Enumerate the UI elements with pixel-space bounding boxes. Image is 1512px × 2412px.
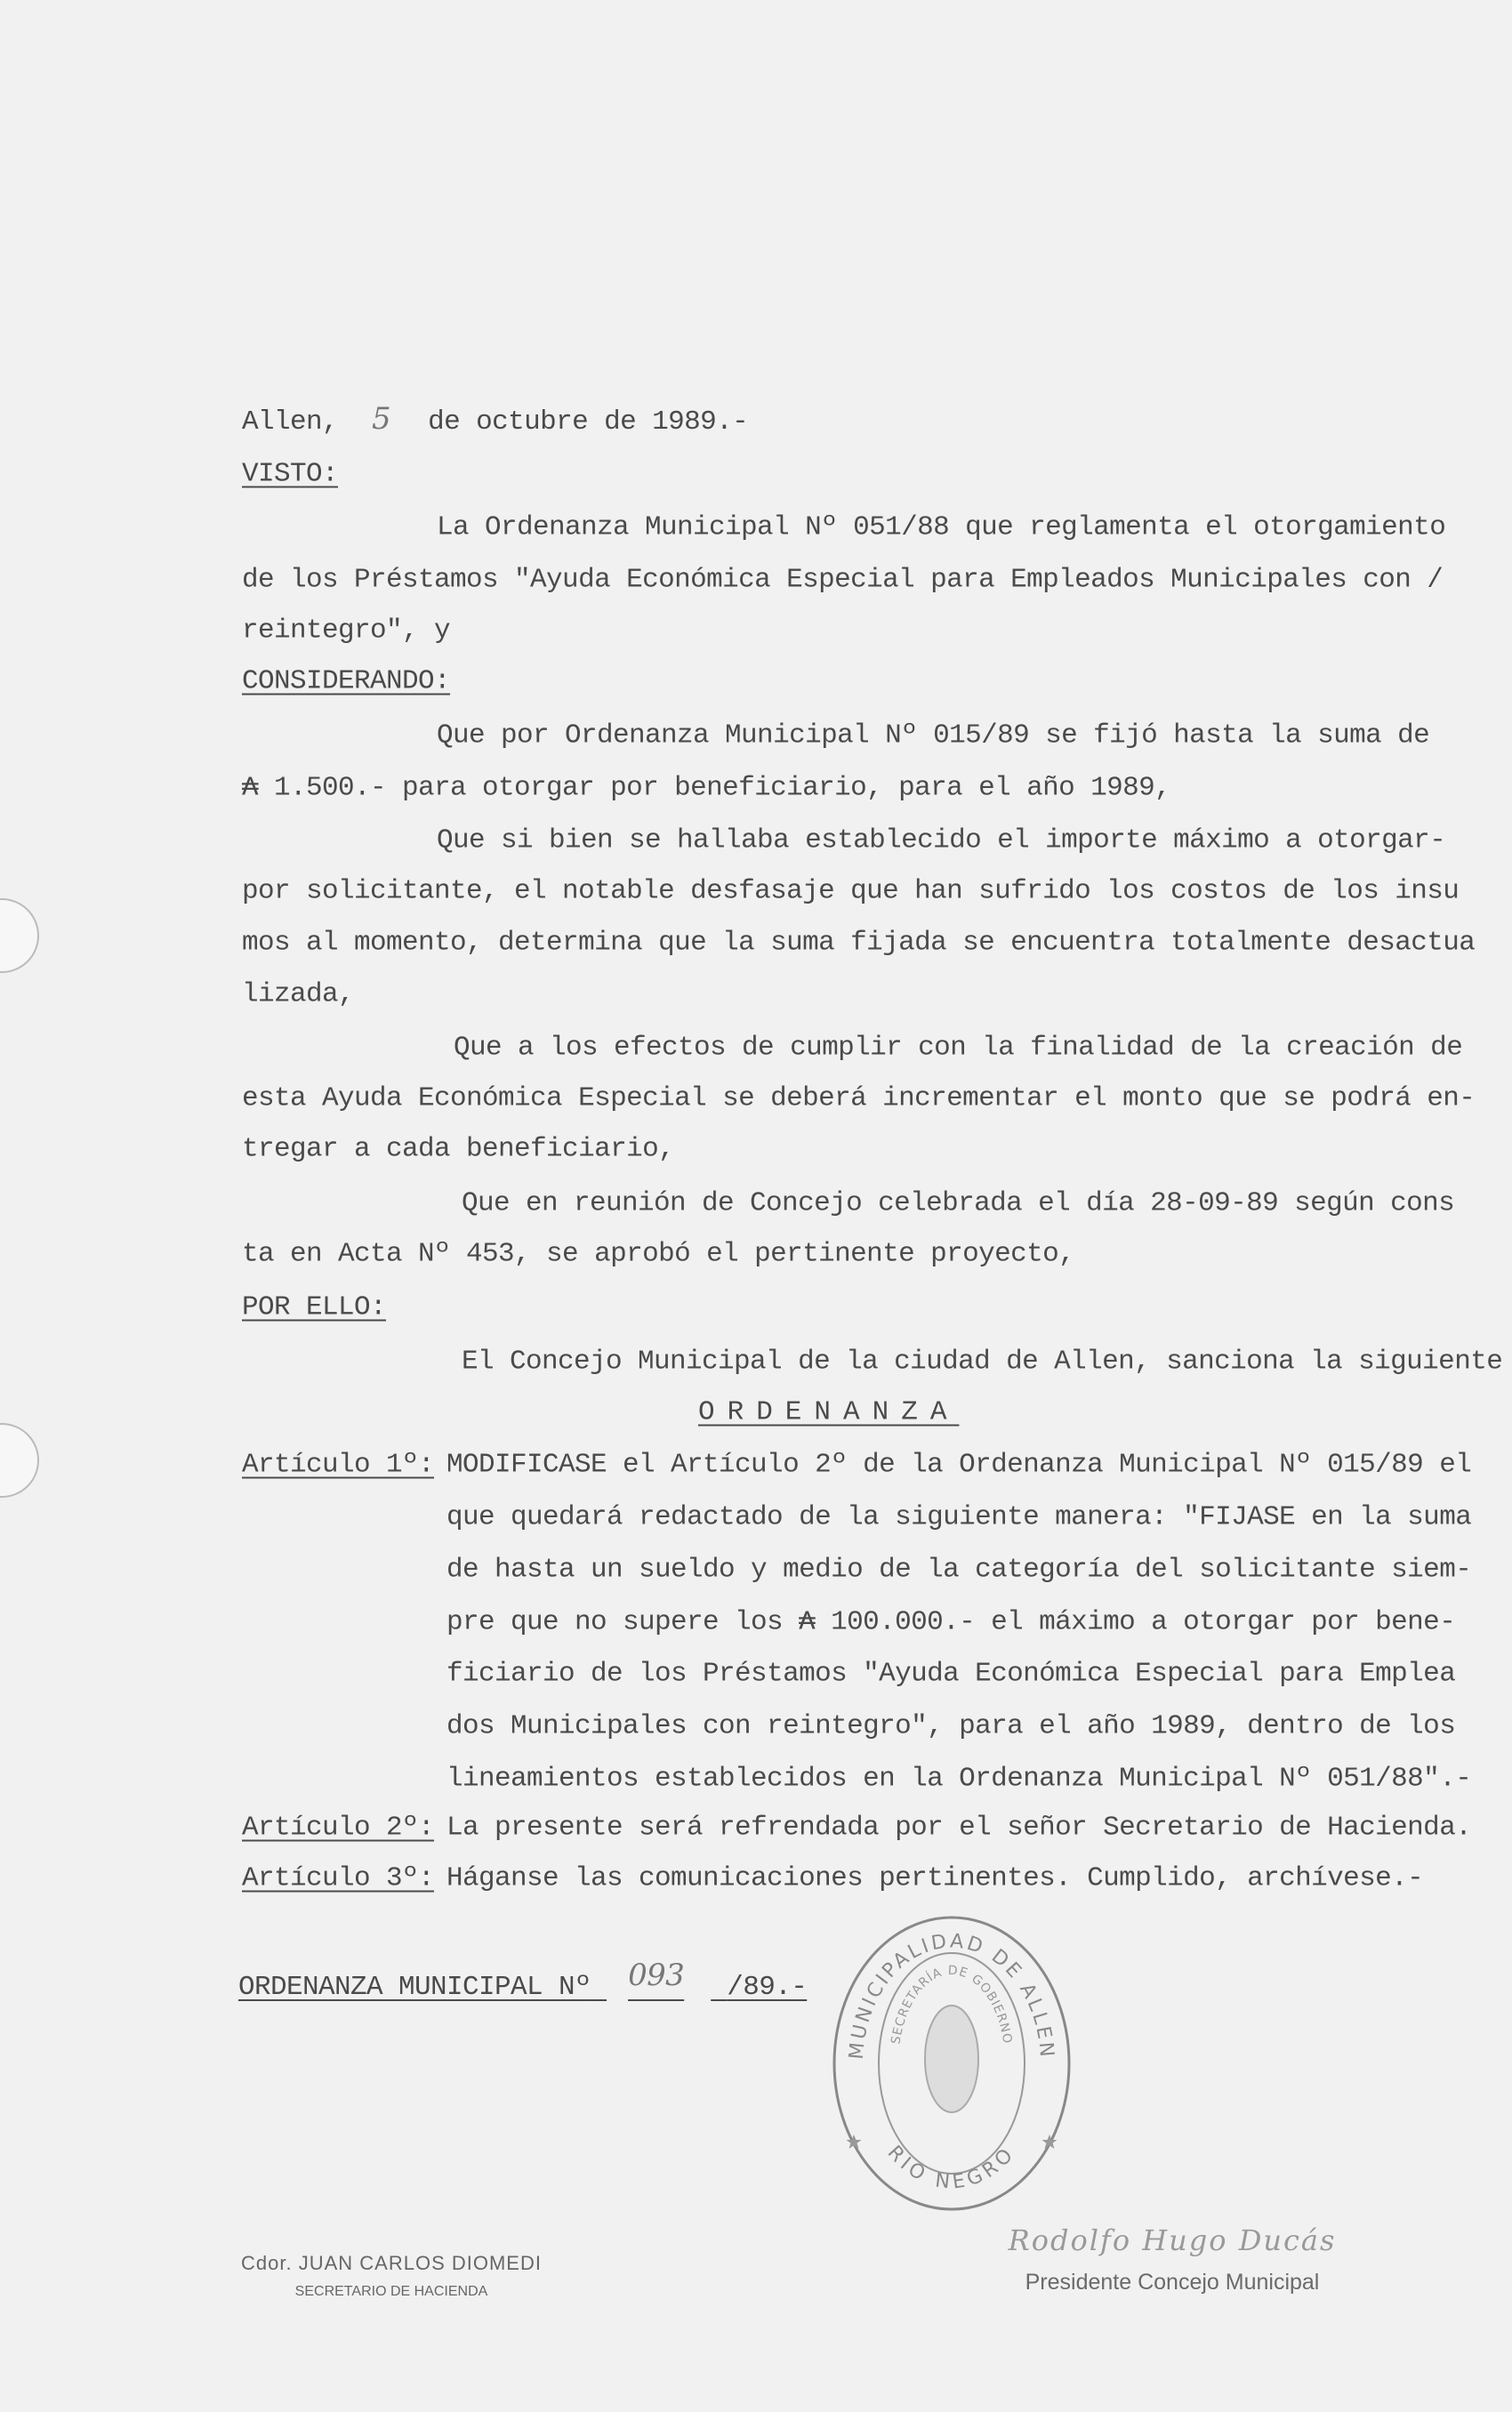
article-label: Artículo 2º: [242, 1812, 435, 1844]
visto-line: de los Préstamos "Ayuda Económica Especial para Empleados Municipales con / [242, 564, 1444, 596]
article-line: pre que no supere los ₳ 100.000.- el máximo a otorgar por bene- [446, 1606, 1456, 1638]
visto-line: reintegro", y [242, 615, 451, 647]
signature-left [241, 2252, 542, 2300]
date-line [242, 401, 749, 438]
considerando-line: por solicitante, el notable desfasaje que han sufrido los costos de los insu [242, 875, 1460, 907]
article-line: La presente será refrendada por el señor Secretario de Hacienda. [446, 1812, 1472, 1844]
signer-title: SECRETARIO DE HACIENDA [294, 2284, 488, 2299]
considerando-line: mos al momento, determina que la suma fijada se encuentra totalmente desactua [242, 927, 1476, 959]
considerando-line: tregar a cada beneficiario, [242, 1133, 675, 1165]
article-line: que quedará redactado de la siguiente manera: "FIJASE en la suma [446, 1501, 1472, 1533]
article-line: MODIFICASE el Artículo 2º de la Ordenanza Municipal Nº 015/89 el [446, 1449, 1472, 1481]
stamp-outer-text: MUNICIPALIDAD DE ALLEN [845, 1930, 1058, 2061]
article-line: de hasta un sueldo y medio de la categoría del solicitante siem- [446, 1554, 1472, 1586]
ordinance-number-suffix: /89.- [727, 1972, 808, 2003]
considerando-line: esta Ayuda Económica Especial se deberá incrementar el monto que se podrá en- [242, 1082, 1476, 1114]
article-line: lineamientos establecidos en la Ordenanza Municipal Nº 051/88".- [446, 1763, 1472, 1795]
stamp-inner-text: SECRETARÍA DE GOBIERNO [889, 1963, 1015, 2046]
considerando-heading: CONSIDERANDO: [242, 665, 451, 697]
considerando-line: ₳ 1.500.- para otorgar por beneficiario, para el año 1989, [242, 772, 1171, 804]
considerando-line: Que si bien se hallaba establecido el importe máximo a otorgar- [437, 824, 1446, 856]
ordinance-number [238, 1958, 808, 2003]
sanciona-line: El Concejo Municipal de la ciudad de Allen, sanciona la siguiente [462, 1346, 1503, 1378]
considerando-line: Que por Ordenanza Municipal Nº 015/89 se fijó hasta la suma de [437, 720, 1430, 752]
date-text: de octubre de 1989.- [428, 406, 749, 438]
signer-name: Cdor. JUAN CARLOS DIOMEDI [241, 2252, 542, 2274]
article-label: Artículo 3º: [242, 1862, 435, 1894]
article-label: Artículo 1º: [242, 1449, 435, 1481]
considerando-line: Que en reunión de Concejo celebrada el día 28-09-89 según cons [462, 1187, 1455, 1219]
visto-line: La Ordenanza Municipal Nº 051/88 que reglamenta el otorgamiento [437, 511, 1446, 543]
handwritten-day: 5 [372, 401, 391, 437]
considerando-line: lizada, [242, 978, 355, 1010]
article-line: dos Municipales con reintegro", para el año 1989, dentro de los [446, 1710, 1456, 1742]
signer-name-script: Rodolfo Hugo Ducás [1008, 2223, 1337, 2257]
article-line: ficiario de los Préstamos "Ayuda Económica Especial para Emplea [446, 1658, 1456, 1690]
considerando-line: ta en Acta Nº 453, se aprobó el pertinente proyecto, [242, 1238, 1075, 1270]
place: Allen, [242, 406, 339, 438]
stamp-bottom-text: RIO NEGRO [882, 2141, 1021, 2194]
considerando-line: Que a los efectos de cumplir con la finalidad de la creación de [454, 1032, 1463, 1064]
ordenanza-title: ORDENANZA [698, 1396, 960, 1428]
punch-hole [0, 1423, 39, 1498]
signer-title: Presidente Concejo Municipal [1025, 2270, 1320, 2295]
handwritten-number: 093 [628, 1958, 685, 1993]
visto-heading: VISTO: [242, 458, 339, 490]
municipal-seal-stamp [827, 1912, 1076, 2215]
svg-text:RIO NEGRO [883, 2142, 1021, 2194]
punch-hole [0, 898, 39, 973]
coat-of-arms-icon [925, 2006, 978, 2112]
por-ello-heading: POR ELLO: [242, 1291, 387, 1323]
ordinance-number-prefix: ORDENANZA MUNICIPAL Nº [238, 1972, 591, 2003]
article-line: Háganse las comunicaciones pertinentes. Cumplido, archívese.- [446, 1862, 1424, 1894]
signature-right [1009, 2223, 1337, 2295]
